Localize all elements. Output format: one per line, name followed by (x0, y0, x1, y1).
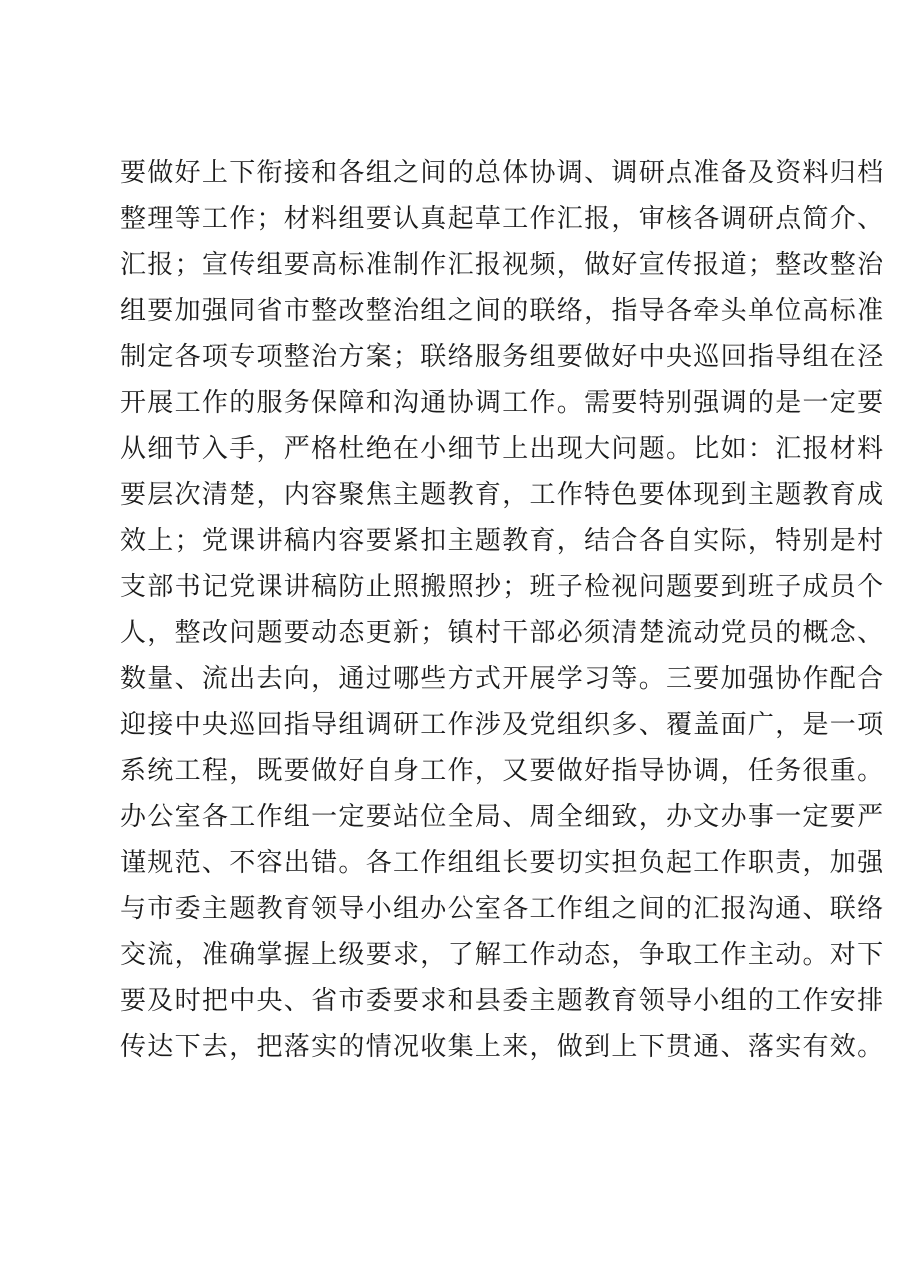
text-line: 从细节入手，严格杜绝在小细节上出现大问题。比如：汇报材料 (120, 434, 885, 464)
text-line: 整理等工作；材料组要认真起草工作汇报，审核各调研点简介、 (120, 204, 885, 234)
text-line: 要做好上下衔接和各组之间的总体协调、调研点准备及资料归档 (120, 158, 885, 188)
text-line: 组要加强同省市整改整治组之间的联络，指导各牵头单位高标准 (120, 296, 885, 326)
text-line: 办公室各工作组一定要站位全局、周全细致，办文办事一定要严 (120, 802, 885, 832)
text-line: 要层次清楚，内容聚焦主题教育，工作特色要体现到主题教育成 (120, 480, 885, 510)
text-line: 交流，准确掌握上级要求，了解工作动态，争取工作主动。对下 (120, 940, 885, 970)
text-line: 与市委主题教育领导小组办公室各工作组之间的汇报沟通、联络 (120, 894, 885, 924)
text-line: 开展工作的服务保障和沟通协调工作。需要特别强调的是一定要 (120, 388, 885, 418)
text-line: 迎接中央巡回指导组调研工作涉及党组织多、覆盖面广，是一项 (120, 710, 885, 740)
body-paragraph (120, 150, 885, 1070)
text-line: 要及时把中央、省市委要求和县委主题教育领导小组的工作安排 (120, 986, 885, 1016)
text-line: 汇报；宣传组要高标准制作汇报视频，做好宣传报道；整改整治 (120, 250, 885, 280)
text-line: 系统工程，既要做好自身工作，又要做好指导协调，任务很重。 (120, 756, 885, 786)
text-line: 传达下去，把落实的情况收集上来，做到上下贯通、落实有效。 (120, 1032, 885, 1062)
text-line: 数量、流出去向，通过哪些方式开展学习等。三要加强协作配合 (120, 664, 885, 694)
text-line: 支部书记党课讲稿防止照搬照抄；班子检视问题要到班子成员个 (120, 572, 885, 602)
text-line: 制定各项专项整治方案；联络服务组要做好中央巡回指导组在泾 (120, 342, 885, 372)
text-line: 谨规范、不容出错。各工作组组长要切实担负起工作职责，加强 (120, 848, 885, 878)
text-line: 效上；党课讲稿内容要紧扣主题教育，结合各自实际，特别是村 (120, 526, 885, 556)
text-line: 人，整改问题要动态更新；镇村干部必须清楚流动党员的概念、 (120, 618, 885, 648)
